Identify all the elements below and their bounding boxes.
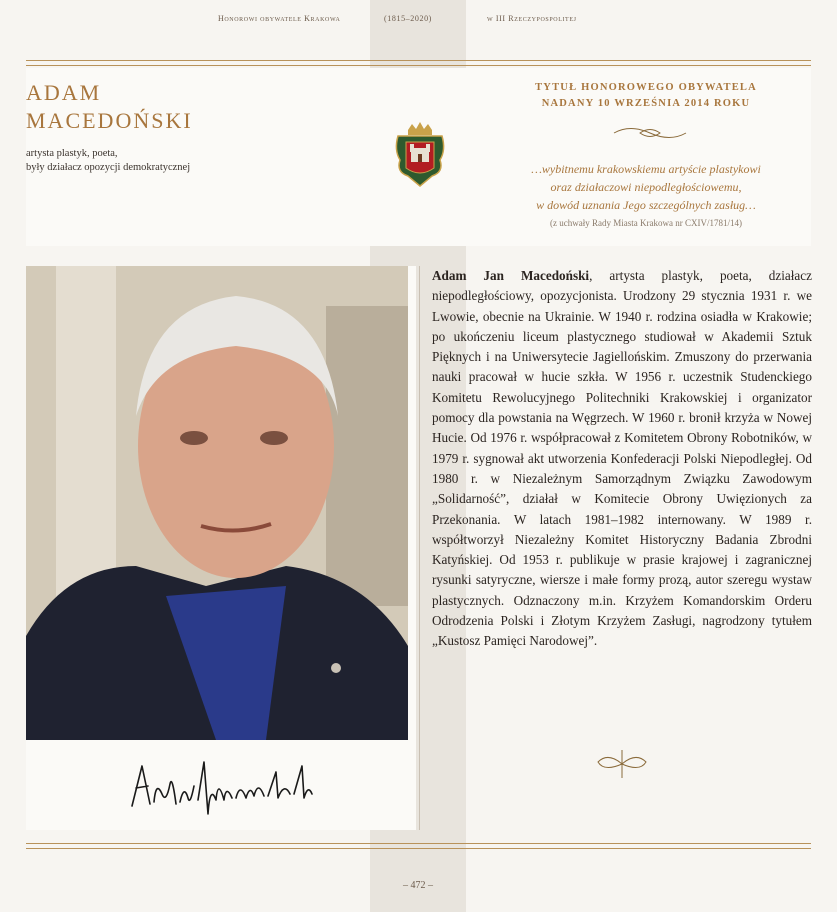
page-number: – 472 – [403, 880, 433, 891]
biography-text [432, 266, 812, 716]
award-title-line1: TYTUŁ HONOROWEGO OBYWATELA [535, 82, 757, 93]
bottom-ornament-icon [594, 748, 650, 780]
running-header-left: Honorowi obywatele Krakowa [218, 14, 341, 23]
award-title-line2: NADANY 10 WRZEŚNIA 2014 ROKU [541, 98, 751, 109]
biography-body: , artysta plastyk, poeta, działacz niepodległościowy, opozycjonista. Urodzony 29 stycznia 1931 r. we Lwowie, obecnie na Ukrainie. W 1940 r. rodzina osiadła w Krakowie; po ukończeniu liceum plastycznego studiował w Akademii Sztuk Pięknych i na Uniwersytecie Jagiellońskim. Zmuszony do przerwania nauki pracował w hucie szkła. W 1956 r. uczestnik Studenckiego Komitetu Rewolucyjnego Politechniki Krakowskiej i organizator pomocy dla powstania na Węgrzech. W 1960 r. bronił krzyża w Nowej Hucie. Od 1976 r. współpracował z Komitetem Obrony Robotników, w 1979 r. sygnował akt utworzenia Konfederacji Polski Niepodległej. Od 1980 r. w Niezależnym Samorządnym Związku Zawodowym „Solidarność”, działał w Komitecie Obrony Uwięzionych za Przekonania. W latach 1981–1982 internowany. W 1989 r. współtworzył Niezależny Komitet Historyczny Badania Zbrodni Katyńskiej. Od 1953 r. publikuje w prasie krajowej i zagranicznej rysunki satyryczne, wiersze i małe formy prozą, autor szeregu wystaw plastycznych. Odznaczony m.in. Krzyżem Komandorskim Orderu Odrodzenia Polski i Złotym Krzyżem Zasługi, nagrodzony tytułem „Kustosz Pamięci Narodowej”. [432, 268, 812, 649]
biography-name: Adam Jan Macedoński [432, 268, 590, 283]
title-panel [26, 68, 811, 246]
award-quote-line1: …wybitnemu krakowskiemu artyście plastykowi [531, 162, 761, 176]
krakow-coat-of-arms-icon [388, 120, 452, 192]
bottom-gold-rule [26, 843, 811, 849]
running-header-years: (1815–2020) [384, 14, 432, 23]
person-subtitle-1: artysta plastyk, poeta, [26, 148, 118, 159]
photo-panel [26, 266, 416, 830]
portrait-photo [26, 266, 408, 740]
award-quote-line3: w dowód uznania Jego szczególnych zasług… [536, 198, 756, 212]
flourish-ornament-icon [610, 124, 690, 142]
person-first-name: ADAM [26, 80, 102, 105]
top-gold-rule [26, 60, 811, 66]
award-quote-source: (z uchwały Rady Miasta Krakowa nr CXIV/1781/14) [550, 218, 742, 228]
handwritten-signature [126, 754, 316, 824]
award-quote-line2: oraz działaczowi niepodległościowemu, [550, 180, 742, 194]
person-subtitle-2: były działacz opozycji demokratycznej [26, 162, 191, 173]
running-header [0, 14, 837, 28]
running-header-right: w III Rzeczypospolitej [487, 14, 577, 23]
column-divider [419, 266, 420, 830]
person-last-name: MACEDOŃSKI [26, 108, 193, 133]
